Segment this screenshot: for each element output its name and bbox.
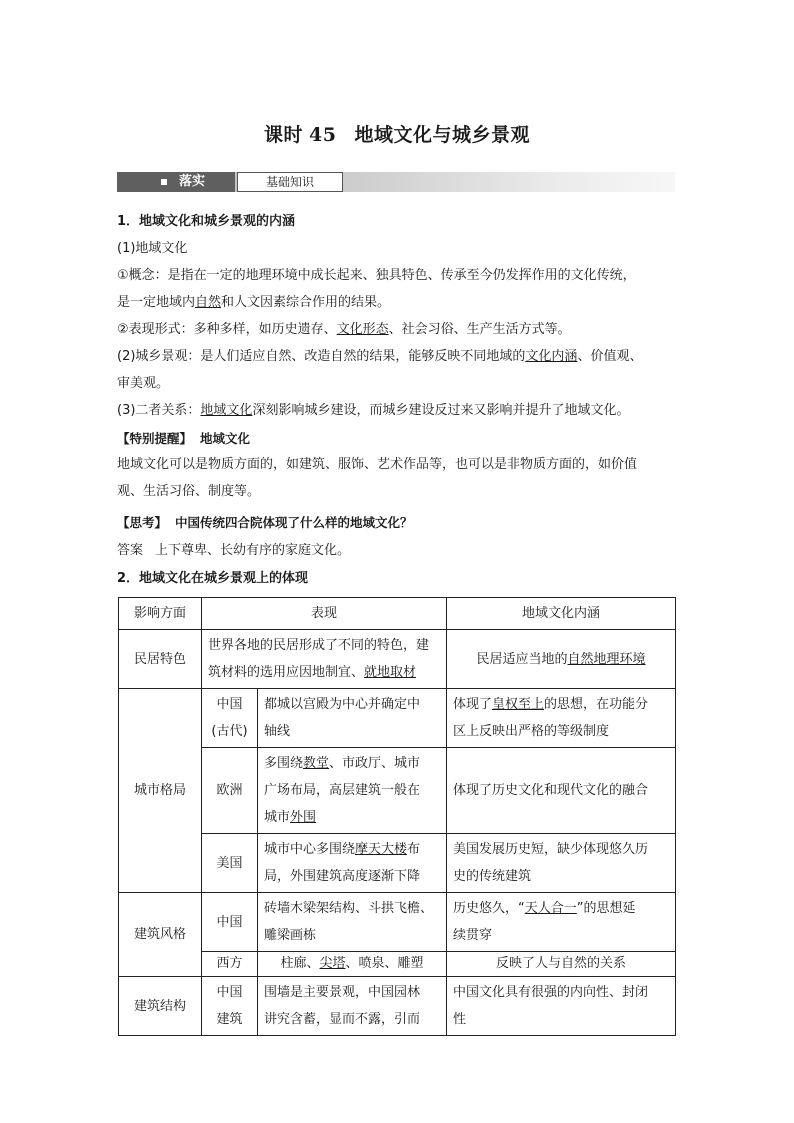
meaning-cell [447, 977, 676, 1036]
cell-line: 美国发展历史短，缺少体现悠久历 [453, 842, 649, 857]
banner-dark-block [117, 172, 235, 192]
concept-line-b [117, 293, 390, 313]
section-2-heading: 2．地域文化在城乡景观上的体现 [117, 571, 309, 586]
underlined-answer: 地域文化 [200, 403, 253, 418]
text-fragment: 多围绕 [264, 756, 304, 771]
text-fragment: 布 [407, 842, 421, 857]
cell-line: 性 [453, 1012, 467, 1027]
meaning-cell [447, 630, 676, 689]
table-header-row [119, 598, 676, 630]
show-cell [258, 748, 447, 834]
place-cell: 中国 [202, 893, 258, 952]
text-fragment: 、市政厅、城市 [329, 756, 421, 771]
text-fragment: 、价值观、 [577, 349, 643, 364]
cell-line: 讲究含蓄，显而不露，引而 [264, 1012, 421, 1027]
text-fragment: (3)二者关系： [117, 403, 201, 418]
form-line [117, 320, 571, 340]
think-question: 中国传统四合院体现了什么样的地域文化？ [175, 515, 413, 530]
cell-line: 围墙是主要景观，中国园林 [264, 985, 421, 1000]
cell-line: 建筑 [216, 1012, 243, 1027]
title-text: 地域文化与城乡景观 [354, 124, 530, 146]
show-cell [258, 977, 447, 1036]
text-fragment: (2)城乡景观：是人们适应自然、改造自然的结果，能够反映不同地域的 [117, 349, 526, 364]
table-row [119, 977, 676, 1036]
table-row [119, 689, 676, 748]
underlined-answer: 自然 [195, 295, 222, 310]
square-bullet-icon [161, 179, 167, 185]
section-1-heading: 1．地域文化和城乡景观的内涵 [117, 214, 296, 229]
meaning-cell: 反映了人与自然的关系 [447, 952, 676, 977]
tip-line-a: 地域文化可以是物质方面的，如建筑、服饰、艺术作品等，也可以是非物质方面的，如价值 [117, 457, 638, 472]
place-cell [202, 689, 258, 748]
text-fragment: 柱廊、 [280, 956, 320, 971]
cell-line: 中国 [216, 697, 243, 712]
tip-heading [117, 429, 250, 449]
text-fragment: 城市中心多围绕 [264, 842, 356, 857]
title-number: 45 [309, 124, 337, 146]
header-cell: 地域文化内涵 [447, 598, 676, 630]
section-banner [117, 172, 675, 192]
banner-box: 基础知识 [237, 172, 343, 192]
culture-landscape-table [118, 597, 676, 1036]
answer-label: 答案 [117, 543, 144, 558]
cell-line [264, 836, 440, 863]
cell-line: 轴线 [264, 724, 291, 739]
think-label: 【思考】 [117, 515, 168, 530]
aspect-cell: 民居特色 [119, 630, 202, 689]
cell-line [264, 750, 440, 777]
answer-line [117, 541, 350, 561]
cell-line: 中国 [216, 985, 243, 1000]
show-cell [258, 952, 447, 977]
cell-line [264, 804, 440, 831]
cell-line: 局，外围建筑高度逐渐下降 [264, 869, 421, 884]
cell-line: 砖墙木梁架结构、斗拱飞檐、 [264, 901, 434, 916]
sub-heading-1: (1)地域文化 [117, 241, 188, 256]
underlined-answer: 皇权至上 [492, 697, 545, 712]
place-cell [202, 977, 258, 1036]
underlined-answer: 天人合一 [524, 901, 577, 916]
text-fragment: 的思想，在功能分 [544, 697, 649, 712]
text-fragment: 、社会习俗、生产生活方式等。 [388, 322, 571, 337]
place-cell: 美国 [202, 834, 258, 893]
text-fragment: 、喷泉、雕塑 [345, 956, 424, 971]
meaning-cell: 体现了历史文化和现代文化的融合 [447, 748, 676, 834]
cell-line: 广场布局，高层建筑一般在 [264, 783, 421, 798]
tip-line-b: 观、生活习俗、制度等。 [117, 484, 261, 499]
cell-line [208, 659, 440, 686]
cell-line: 史的传统建筑 [453, 869, 532, 884]
text-fragment: 深刻影响城乡建设，而城乡建设反过来又影响并提升了地域文化。 [252, 403, 630, 418]
text-fragment: 体现了 [453, 697, 493, 712]
table-row [119, 834, 676, 893]
text-fragment: ”的思想延 [576, 901, 636, 916]
meaning-cell [447, 689, 676, 748]
underlined-answer: 摩天大楼 [355, 842, 408, 857]
cell-line: 续贯穿 [453, 928, 493, 943]
text-fragment: 筑材料的选用应因地制宜、 [208, 665, 365, 680]
show-cell [258, 689, 447, 748]
banner-tag: 落实 [179, 174, 206, 189]
cell-line: 雕梁画栋 [264, 928, 317, 943]
show-cell [202, 630, 447, 689]
header-cell: 表现 [202, 598, 447, 630]
sub-heading-3-line [117, 401, 629, 421]
meaning-cell [447, 834, 676, 893]
text-fragment: 是一定地域内 [117, 295, 196, 310]
header-cell: 影响方面 [119, 598, 202, 630]
aspect-cell: 建筑结构 [119, 977, 202, 1036]
tip-label: 【特别提醒】 [117, 431, 193, 446]
cell-line: (古代) [211, 724, 248, 739]
show-cell [258, 834, 447, 893]
aspect-cell: 城市格局 [119, 689, 202, 893]
cell-line [453, 691, 669, 718]
cell-line: 世界各地的民居形成了不同的特色，建 [208, 638, 430, 653]
underlined-answer: 尖塔 [319, 956, 346, 971]
meaning-cell [447, 893, 676, 952]
sub-heading-2-line-b: 审美观。 [117, 376, 170, 391]
underlined-answer: 文化内涵 [525, 349, 578, 364]
concept-line-a: ①概念：是指在一定的地理环境中成长起来、独具特色、传承至今仍发挥作用的文化传统， [117, 268, 636, 283]
sub-heading-2-line-a [117, 347, 642, 367]
text-fragment: 历史悠久，“ [453, 901, 525, 916]
underlined-answer: 就地取材 [364, 665, 417, 680]
table-row [119, 952, 676, 977]
place-cell: 西方 [202, 952, 258, 977]
cell-line: 都城以宫殿为中心并确定中 [264, 697, 421, 712]
table-row [119, 893, 676, 952]
underlined-answer: 文化形态 [336, 322, 389, 337]
cell-line [453, 895, 669, 922]
think-line [117, 513, 413, 533]
underlined-answer: 自然地理环境 [567, 651, 646, 667]
aspect-cell: 建筑风格 [119, 893, 202, 977]
answer-text: 上下尊卑、长幼有序的家庭文化。 [155, 543, 351, 558]
text-fragment: ②表现形式：多种多样，如历史遗存、 [117, 322, 337, 337]
title-prefix: 课时 [264, 124, 304, 146]
table-row [119, 630, 676, 689]
text-fragment: 城市 [264, 810, 291, 825]
cell-line: 区上反映出严格的等级制度 [453, 724, 610, 739]
cell-line: 中国文化具有很强的内向性、封闭 [453, 985, 649, 1000]
show-cell [258, 893, 447, 952]
place-cell: 欧洲 [202, 748, 258, 834]
underlined-answer: 教堂 [303, 756, 330, 771]
text-fragment: 和人文因素综合作用的结果。 [221, 295, 391, 310]
page-title [0, 120, 794, 147]
underlined-answer: 外围 [290, 810, 317, 825]
tip-title: 地域文化 [200, 431, 251, 446]
text-fragment: 民居适应当地的 [476, 651, 568, 667]
table-row [119, 748, 676, 834]
